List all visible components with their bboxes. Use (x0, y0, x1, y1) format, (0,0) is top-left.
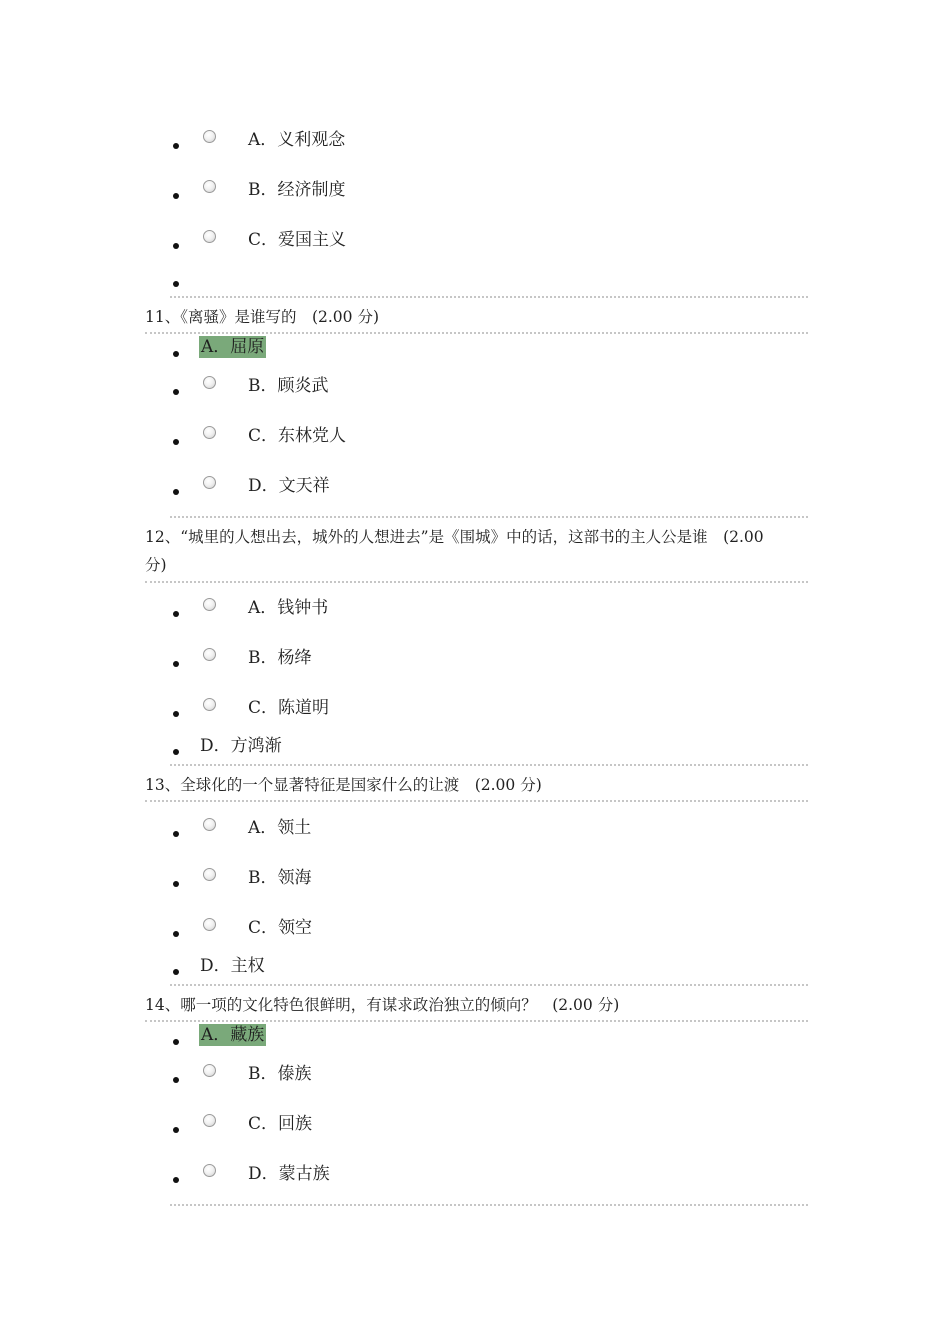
option-c-label: C．回族 (248, 1114, 313, 1134)
separator (170, 1204, 808, 1206)
radio-button-d[interactable] (203, 476, 216, 489)
option-a-label: A．领土 (248, 818, 312, 838)
selected-answer-a[interactable]: A．藏族 (201, 1025, 265, 1045)
list-bullet (173, 143, 179, 149)
list-bullet (173, 611, 179, 617)
option-c-label: C．陈道明 (248, 698, 330, 718)
question-12-title-continued: 分) (145, 556, 167, 574)
separator (145, 332, 808, 334)
radio-button-c[interactable] (203, 918, 216, 931)
radio-button-a[interactable] (203, 130, 216, 143)
separator (170, 296, 808, 298)
question-13-title: 13、全球化的一个显著特征是国家什么的让渡 (2.00 分) (145, 776, 542, 794)
question-14-title: 14、哪一项的文化特色很鲜明，有谋求政治独立的倾向？ (2.00 分) (145, 996, 620, 1014)
list-bullet (173, 931, 179, 937)
option-b-label: B．傣族 (248, 1064, 312, 1084)
list-bullet (173, 389, 179, 395)
option-c-label: C．领空 (248, 918, 313, 938)
question-11-title: 11、《离骚》是谁写的 (2.00 分) (145, 308, 380, 326)
radio-button-b[interactable] (203, 180, 216, 193)
separator (170, 984, 808, 986)
radio-button-a[interactable] (203, 598, 216, 611)
radio-button-c[interactable] (203, 1114, 216, 1127)
option-b-label: B．领海 (248, 868, 312, 888)
option-c-label: C．东林党人 (248, 426, 347, 446)
separator (170, 516, 808, 518)
list-bullet (173, 281, 179, 287)
option-b-label: B．杨绛 (248, 648, 312, 668)
option-c-label: C．爱国主义 (248, 230, 347, 250)
option-a-label: A．义利观念 (248, 130, 346, 150)
radio-button-c[interactable] (203, 230, 216, 243)
list-bullet (173, 1077, 179, 1083)
radio-button-d[interactable] (203, 1164, 216, 1177)
separator (145, 581, 808, 583)
option-d-label: D．蒙古族 (248, 1164, 330, 1184)
list-bullet (173, 351, 179, 357)
radio-button-b[interactable] (203, 648, 216, 661)
list-bullet (173, 661, 179, 667)
list-bullet (173, 969, 179, 975)
list-bullet (173, 193, 179, 199)
question-12-title: 12、“城里的人想出去，城外的人想进去”是《围城》中的话，这部书的主人公是谁 (2.00 (145, 528, 764, 546)
option-d-label: D．主权 (200, 956, 265, 976)
list-bullet (173, 881, 179, 887)
radio-button-b[interactable] (203, 1064, 216, 1077)
radio-button-c[interactable] (203, 698, 216, 711)
list-bullet (173, 831, 179, 837)
separator (145, 800, 808, 802)
option-d-label: D．方鸿渐 (200, 736, 282, 756)
radio-button-a[interactable] (203, 818, 216, 831)
list-bullet (173, 1127, 179, 1133)
option-b-label: B．顾炎武 (248, 376, 329, 396)
separator (145, 1020, 808, 1022)
option-a-label: A．钱钟书 (248, 598, 329, 618)
separator (170, 764, 808, 766)
radio-button-c[interactable] (203, 426, 216, 439)
list-bullet (173, 1039, 179, 1045)
option-d-label: D．文天祥 (248, 476, 330, 496)
radio-button-b[interactable] (203, 868, 216, 881)
list-bullet (173, 1177, 179, 1183)
option-b-label: B．经济制度 (248, 180, 346, 200)
list-bullet (173, 489, 179, 495)
selected-answer-a[interactable]: A．屈原 (201, 337, 265, 357)
list-bullet (173, 243, 179, 249)
list-bullet (173, 749, 179, 755)
radio-button-b[interactable] (203, 376, 216, 389)
list-bullet (173, 711, 179, 717)
list-bullet (173, 439, 179, 445)
